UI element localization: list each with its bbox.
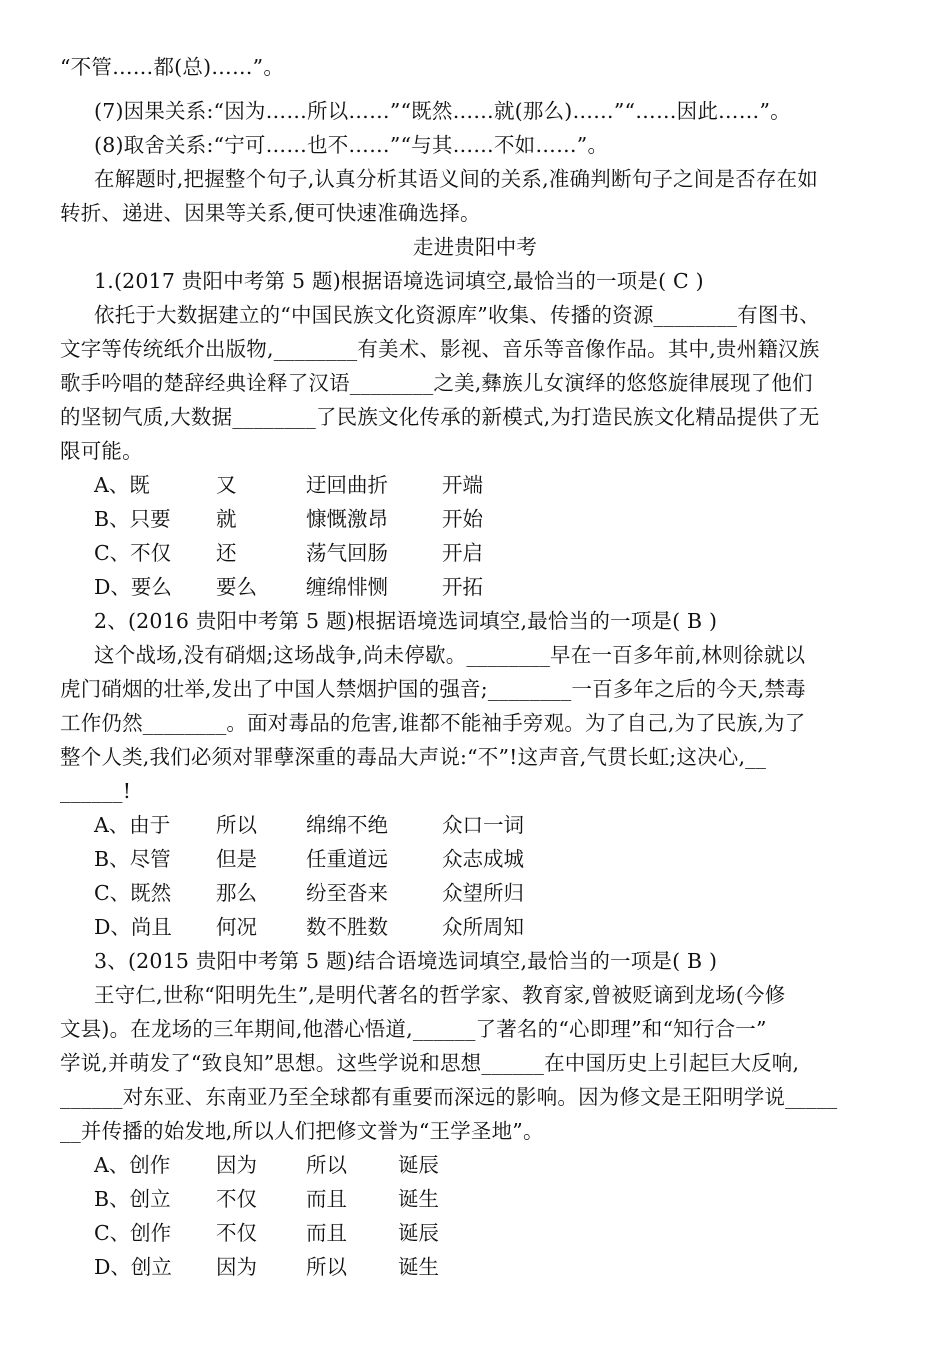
- option-a-word-2: 所以: [216, 813, 257, 837]
- option-a-word-2: 因为: [216, 1153, 257, 1177]
- option-d-word-3: 所以: [306, 1255, 347, 1279]
- question-2-passage: 这个战场,没有硝烟;这场战争,尚未停歇。________早在一百多年前,林则徐就以: [94, 643, 806, 667]
- question-1-passage: 限可能。: [60, 439, 143, 463]
- option-c-word-2: 还: [216, 541, 237, 565]
- option-d-word-4: 开拓: [442, 575, 483, 599]
- question-3-stem: 3、(2015 贵阳中考第 5 题)结合语境选词填空,最恰当的一项是( B ): [94, 949, 718, 973]
- question-3-passage: __并传播的始发地,所以人们把修文誉为“王学圣地”。: [60, 1119, 544, 1143]
- option-b-word-2: 但是: [216, 847, 257, 871]
- option-a-word-4: 诞辰: [398, 1153, 439, 1177]
- option-a-word-3: 绵绵不绝: [306, 813, 388, 837]
- option-a-word-4: 开端: [442, 473, 483, 497]
- option-a-word-1: A、创作: [94, 1153, 171, 1177]
- option-d-word-3: 数不胜数: [306, 915, 388, 939]
- option-b-word-1: B、尽管: [94, 847, 171, 871]
- option-b-word-1: B、创立: [94, 1187, 171, 1211]
- question-3-passage: 文县)。在龙场的三年期间,他潜心悟道,______了著名的“心即理”和“知行合一”: [60, 1017, 767, 1041]
- option-a-word-2: 又: [216, 473, 237, 497]
- question-1-passage: 依托于大数据建立的“中国民族文化资源库”收集、传播的资源________有图书、: [94, 303, 820, 327]
- option-c-word-4: 众望所归: [442, 881, 524, 905]
- option-b-word-2: 就: [216, 507, 237, 531]
- option-d-word-4: 诞生: [398, 1255, 439, 1279]
- text-line: (7)因果关系:“因为……所以……”“既然……就(那么)……”“……因此……”。: [94, 99, 791, 123]
- question-2-passage: 整个人类,我们必须对罪孽深重的毒品大声说:“不”!这声音,气贯长虹;这决心,__: [60, 745, 767, 769]
- option-c-word-2: 不仅: [216, 1221, 257, 1245]
- option-d-word-3: 缠绵悱恻: [306, 575, 388, 599]
- option-a-word-1: A、既: [94, 473, 150, 497]
- question-2-stem: 2、(2016 贵阳中考第 5 题)根据语境选词填空,最恰当的一项是( B ): [94, 609, 718, 633]
- option-b-word-1: B、只要: [94, 507, 171, 531]
- option-d-word-1: D、创立: [94, 1255, 172, 1279]
- option-b-word-3: 慷慨激昂: [306, 507, 388, 531]
- question-1-passage: 歌手吟唱的楚辞经典诠释了汉语________之美,彝族儿女演绎的悠悠旋律展现了他们: [60, 371, 813, 395]
- option-a-word-4: 众口一词: [442, 813, 524, 837]
- option-b-word-3: 而且: [306, 1187, 347, 1211]
- text-line: “不管……都(总)……”。: [60, 55, 285, 79]
- option-d-word-1: D、尚且: [94, 915, 172, 939]
- option-b-word-3: 任重道远: [306, 847, 388, 871]
- question-2-passage: ______!: [60, 779, 132, 803]
- option-a-word-1: A、由于: [94, 813, 171, 837]
- question-2-passage: 工作仍然________。面对毒品的危害,谁都不能袖手旁观。为了自己,为了民族,为了: [60, 711, 806, 735]
- option-c-word-1: C、创作: [94, 1221, 172, 1245]
- option-d-word-2: 要么: [216, 575, 257, 599]
- text-line: (8)取舍关系:“宁可……也不……”“与其……不如……”。: [94, 133, 609, 157]
- question-3-passage: 学说,并萌发了“致良知”思想。这些学说和思想______在中国历史上引起巨大反响,: [60, 1051, 800, 1075]
- question-3-passage: 王守仁,世称“阳明先生”,是明代著名的哲学家、教育家,曾被贬谪到龙场(今修: [94, 983, 786, 1007]
- question-1-passage: 的坚韧气质,大数据________了民族文化传承的新模式,为打造民族文化精品提供了无: [60, 405, 820, 429]
- option-a-word-3: 所以: [306, 1153, 347, 1177]
- option-d-word-2: 因为: [216, 1255, 257, 1279]
- option-c-word-4: 诞辰: [398, 1221, 439, 1245]
- option-c-word-1: C、既然: [94, 881, 172, 905]
- option-d-word-1: D、要么: [94, 575, 172, 599]
- option-c-word-3: 荡气回肠: [306, 541, 388, 565]
- option-b-word-2: 不仅: [216, 1187, 257, 1211]
- option-d-word-4: 众所周知: [442, 915, 524, 939]
- option-c-word-3: 纷至沓来: [306, 881, 388, 905]
- option-c-word-4: 开启: [442, 541, 483, 565]
- text-line: 转折、递进、因果等关系,便可快速准确选择。: [60, 201, 481, 225]
- question-3-passage: ______对东亚、东南亚乃至全球都有重要而深远的影响。因为修文是王阳明学说_____: [60, 1085, 838, 1109]
- question-2-passage: 虎门硝烟的壮举,发出了中国人禁烟护国的强音;________一百多年之后的今天,禁毒: [60, 677, 806, 701]
- option-d-word-2: 何况: [216, 915, 257, 939]
- option-b-word-4: 开始: [442, 507, 483, 531]
- option-b-word-4: 诞生: [398, 1187, 439, 1211]
- text-line: 在解题时,把握整个句子,认真分析其语义间的关系,准确判断句子之间是否存在如: [94, 167, 818, 191]
- option-c-word-1: C、不仅: [94, 541, 172, 565]
- option-c-word-2: 那么: [216, 881, 257, 905]
- option-b-word-4: 众志成城: [442, 847, 524, 871]
- question-1-passage: 文字等传统纸介出版物,________有美术、影视、音乐等音像作品。其中,贵州籍汉族: [60, 337, 820, 361]
- question-1-stem: 1.(2017 贵阳中考第 5 题)根据语境选词填空,最恰当的一项是( C ): [94, 269, 704, 293]
- option-a-word-3: 迂回曲折: [306, 473, 388, 497]
- option-c-word-3: 而且: [306, 1221, 347, 1245]
- section-heading: 走进贵阳中考: [412, 235, 538, 259]
